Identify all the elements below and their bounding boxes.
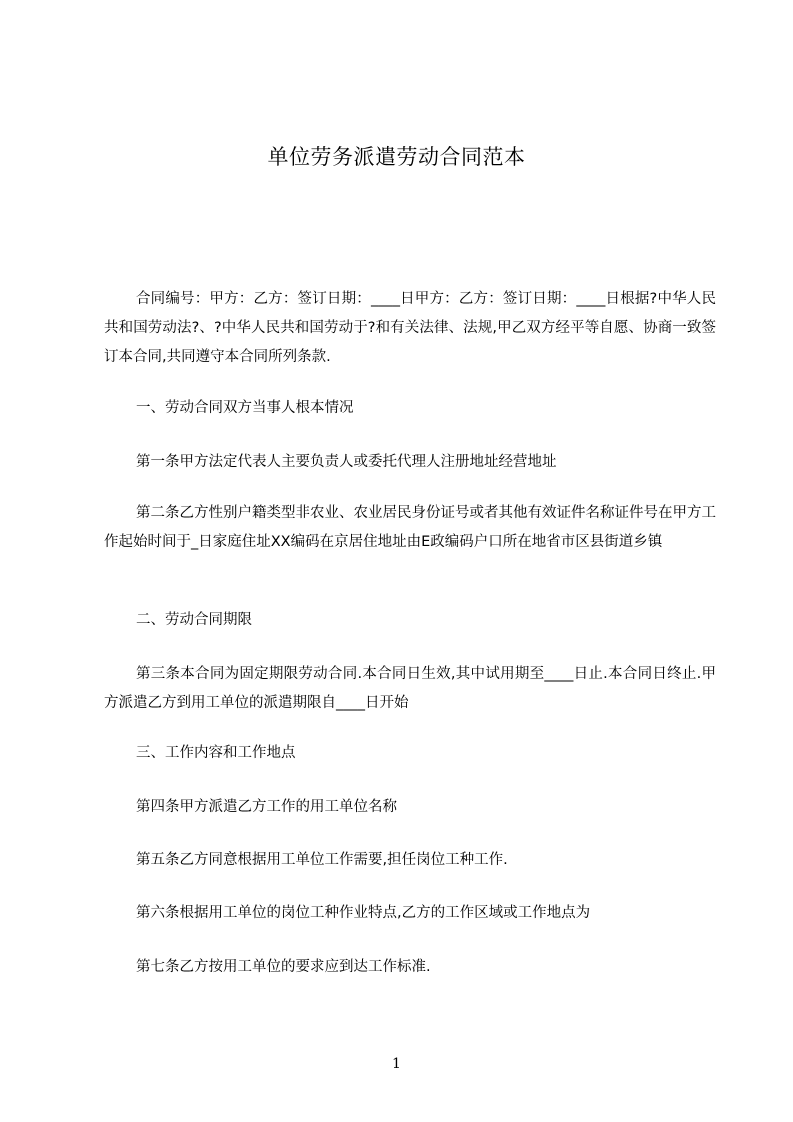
section-heading-parties: 一、劳动合同双方当事人根本情况: [136, 400, 354, 416]
article-4: 第四条甲方派遣乙方工作的用工单位名称: [136, 799, 397, 815]
article-5: 第五条乙方同意根据用工单位工作需要,担任岗位工种工作.: [136, 852, 508, 868]
page-number: 1: [392, 1056, 401, 1072]
article-3: 第三条本合同为固定期限劳动合同.本合同日生效,其中试用期至____日止.本合同日终止.甲方派遣乙方到用工单位的派遣期限自____日开始: [104, 666, 716, 711]
paragraph-preamble: 合同编号：甲方：乙方：签订日期：____日甲方：乙方：签订日期：____日根据?中华人民共和国劳动法?、?中华人民共和国劳动于?和有关法律、法规,甲乙双方经平等自愿、协商一致签订本合同,共同遵守本合同所列条款.: [104, 291, 716, 365]
article-7: 第七条乙方按用工单位的要求应到达工作标准.: [136, 959, 431, 975]
article-6: 第六条根据用工单位的岗位工种作业特点,乙方的工作区域或工作地点为: [136, 905, 591, 921]
section-heading-work: 三、工作内容和工作地点: [136, 745, 296, 761]
document-title: 单位劳务派遣劳动合同范本: [267, 145, 526, 169]
article-2: 第二条乙方性别户籍类型非农业、农业居民身份证号或者其他有效证件名称证件号在甲方工作起始时间于_日家庭住址XX编码在京居住地址由E政编码户口所在地省市区县街道乡镇: [104, 505, 716, 550]
article-1: 第一条甲方法定代表人主要负责人或委托代理人注册地址经营地址: [136, 454, 557, 470]
section-heading-term: 二、劳动合同期限: [136, 612, 252, 628]
